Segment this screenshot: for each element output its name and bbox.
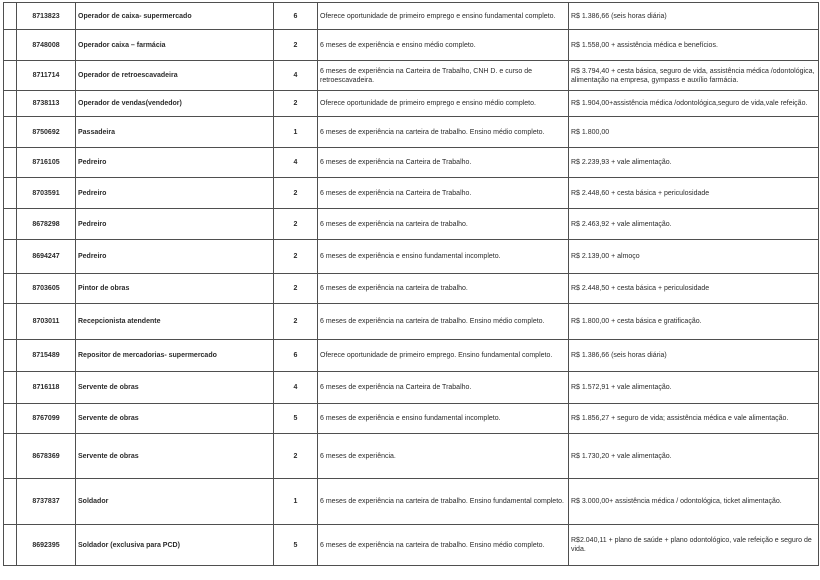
table-row bbox=[4, 148, 819, 178]
vacancy-count-cell: 5 bbox=[274, 525, 318, 566]
left-margin-cell bbox=[4, 3, 17, 30]
occupation-cell: Pedreiro bbox=[76, 240, 274, 274]
table-row bbox=[4, 372, 819, 404]
left-margin-cell bbox=[4, 525, 17, 566]
vacancy-id-cell: 8694247 bbox=[17, 240, 76, 274]
salary-cell: R$ 2.463,92 + vale alimentação. bbox=[569, 209, 819, 240]
salary-cell: R$ 2.448,50 + cesta básica + periculosidade bbox=[569, 274, 819, 304]
vacancy-id-cell: 8703011 bbox=[17, 304, 76, 340]
table-row bbox=[4, 274, 819, 304]
occupation-cell: Servente de obras bbox=[76, 404, 274, 434]
vacancy-count-cell: 4 bbox=[274, 61, 318, 91]
left-margin-cell bbox=[4, 372, 17, 404]
table-row bbox=[4, 304, 819, 340]
vacancy-id-cell: 8713823 bbox=[17, 3, 76, 30]
vacancy-count-cell: 4 bbox=[274, 372, 318, 404]
requirements-cell: 6 meses de experiência na carteira de trabalho. Ensino médio completo. bbox=[318, 304, 569, 340]
occupation-cell: Operador de caixa- supermercado bbox=[76, 3, 274, 30]
requirements-cell: 6 meses de experiência e ensino fundamental incompleto. bbox=[318, 240, 569, 274]
left-margin-cell bbox=[4, 404, 17, 434]
vacancy-count-cell: 2 bbox=[274, 274, 318, 304]
vacancy-count-cell: 2 bbox=[274, 91, 318, 117]
salary-cell: R$ 1.904,00+assistência médica /odontológica,seguro de vida,vale refeição. bbox=[569, 91, 819, 117]
table-row bbox=[4, 240, 819, 274]
vacancy-id-cell: 8737837 bbox=[17, 479, 76, 525]
left-margin-cell bbox=[4, 30, 17, 61]
left-margin-cell bbox=[4, 240, 17, 274]
salary-cell: R$ 1.800,00 + cesta básica e gratificação. bbox=[569, 304, 819, 340]
salary-cell: R$2.040,11 + plano de saúde + plano odontológico, vale refeição e seguro de vida. bbox=[569, 525, 819, 566]
table-row bbox=[4, 525, 819, 566]
vacancy-count-cell: 6 bbox=[274, 340, 318, 372]
requirements-cell: 6 meses de experiência e ensino médio completo. bbox=[318, 30, 569, 61]
requirements-cell: Oferece oportunidade de primeiro emprego. Ensino fundamental completo. bbox=[318, 340, 569, 372]
requirements-cell: 6 meses de experiência na carteira de trabalho. bbox=[318, 274, 569, 304]
occupation-cell: Operador de vendas(vendedor) bbox=[76, 91, 274, 117]
requirements-cell: 6 meses de experiência. bbox=[318, 434, 569, 479]
occupation-cell: Pedreiro bbox=[76, 148, 274, 178]
vacancy-count-cell: 2 bbox=[274, 240, 318, 274]
occupation-cell: Servente de obras bbox=[76, 372, 274, 404]
left-margin-cell bbox=[4, 434, 17, 479]
salary-cell: R$ 2.448,60 + cesta básica + periculosidade bbox=[569, 178, 819, 209]
vacancy-id-cell: 8748008 bbox=[17, 30, 76, 61]
salary-cell: R$ 1.572,91 + vale alimentação. bbox=[569, 372, 819, 404]
salary-cell: R$ 1.800,00 bbox=[569, 117, 819, 148]
occupation-cell: Soldador bbox=[76, 479, 274, 525]
occupation-cell: Repositor de mercadorias- supermercado bbox=[76, 340, 274, 372]
left-margin-cell bbox=[4, 209, 17, 240]
vacancy-count-cell: 5 bbox=[274, 404, 318, 434]
vacancy-id-cell: 8767099 bbox=[17, 404, 76, 434]
requirements-cell: 6 meses de experiência na Carteira de Trabalho. bbox=[318, 178, 569, 209]
occupation-cell: Recepcionista atendente bbox=[76, 304, 274, 340]
left-margin-cell bbox=[4, 148, 17, 178]
salary-cell: R$ 1.558,00 + assistência médica e benefícios. bbox=[569, 30, 819, 61]
vacancy-id-cell: 8678369 bbox=[17, 434, 76, 479]
table-row bbox=[4, 91, 819, 117]
salary-cell: R$ 1.730,20 + vale alimentação. bbox=[569, 434, 819, 479]
vacancy-count-cell: 1 bbox=[274, 117, 318, 148]
vacancy-id-cell: 8750692 bbox=[17, 117, 76, 148]
occupation-cell: Pedreiro bbox=[76, 209, 274, 240]
vacancy-id-cell: 8716118 bbox=[17, 372, 76, 404]
requirements-cell: Oferece oportunidade de primeiro emprego e ensino médio completo. bbox=[318, 91, 569, 117]
table-row bbox=[4, 30, 819, 61]
left-margin-cell bbox=[4, 304, 17, 340]
vacancy-id-cell: 8678298 bbox=[17, 209, 76, 240]
salary-cell: R$ 1.386,66 (seis horas diária) bbox=[569, 3, 819, 30]
occupation-cell: Servente de obras bbox=[76, 434, 274, 479]
requirements-cell: Oferece oportunidade de primeiro emprego e ensino fundamental completo. bbox=[318, 3, 569, 30]
vacancy-count-cell: 2 bbox=[274, 434, 318, 479]
vacancy-id-cell: 8692395 bbox=[17, 525, 76, 566]
vacancy-count-cell: 2 bbox=[274, 30, 318, 61]
vacancy-count-cell: 2 bbox=[274, 178, 318, 209]
left-margin-cell bbox=[4, 178, 17, 209]
occupation-cell: Operador caixa – farmácia bbox=[76, 30, 274, 61]
salary-cell: R$ 1.386,66 (seis horas diária) bbox=[569, 340, 819, 372]
requirements-cell: 6 meses de experiência na Carteira de Trabalho. bbox=[318, 148, 569, 178]
left-margin-cell bbox=[4, 61, 17, 91]
table-row bbox=[4, 434, 819, 479]
requirements-cell: 6 meses de experiência na Carteira de Trabalho, CNH D. e curso de retroescavadeira. bbox=[318, 61, 569, 91]
left-margin-cell bbox=[4, 91, 17, 117]
requirements-cell: 6 meses de experiência na Carteira de Trabalho. bbox=[318, 372, 569, 404]
table-row bbox=[4, 61, 819, 91]
table-row bbox=[4, 209, 819, 240]
requirements-cell: 6 meses de experiência na carteira de trabalho. bbox=[318, 209, 569, 240]
salary-cell: R$ 3.794,40 + cesta básica, seguro de vida, assistência médica /odontológica, alimentação na empresa, gympass e auxílio farmácia. bbox=[569, 61, 819, 91]
occupation-cell: Operador de retroescavadeira bbox=[76, 61, 274, 91]
requirements-cell: 6 meses de experiência na carteira de trabalho. Ensino fundamental completo. bbox=[318, 479, 569, 525]
salary-cell: R$ 1.856,27 + seguro de vida; assistência médica e vale alimentação. bbox=[569, 404, 819, 434]
table-row bbox=[4, 340, 819, 372]
occupation-cell: Pintor de obras bbox=[76, 274, 274, 304]
vacancy-count-cell: 6 bbox=[274, 3, 318, 30]
occupation-cell: Passadeira bbox=[76, 117, 274, 148]
table-row bbox=[4, 404, 819, 434]
vacancy-id-cell: 8703591 bbox=[17, 178, 76, 209]
vacancy-id-cell: 8711714 bbox=[17, 61, 76, 91]
vacancy-count-cell: 2 bbox=[274, 304, 318, 340]
requirements-cell: 6 meses de experiência na carteira de trabalho. Ensino médio completo. bbox=[318, 117, 569, 148]
vacancy-id-cell: 8738113 bbox=[17, 91, 76, 117]
occupation-cell: Pedreiro bbox=[76, 178, 274, 209]
vacancy-count-cell: 2 bbox=[274, 209, 318, 240]
requirements-cell: 6 meses de experiência na carteira de trabalho. Ensino médio completo. bbox=[318, 525, 569, 566]
table-row bbox=[4, 117, 819, 148]
salary-cell: R$ 2.239,93 + vale alimentação. bbox=[569, 148, 819, 178]
table-row bbox=[4, 178, 819, 209]
left-margin-cell bbox=[4, 274, 17, 304]
vacancy-id-cell: 8715489 bbox=[17, 340, 76, 372]
left-margin-cell bbox=[4, 340, 17, 372]
vacancy-id-cell: 8703605 bbox=[17, 274, 76, 304]
table-row bbox=[4, 3, 819, 30]
requirements-cell: 6 meses de experiência e ensino fundamental incompleto. bbox=[318, 404, 569, 434]
table-row bbox=[4, 479, 819, 525]
left-margin-cell bbox=[4, 117, 17, 148]
salary-cell: R$ 2.139,00 + almoço bbox=[569, 240, 819, 274]
vacancy-table bbox=[3, 2, 819, 566]
occupation-cell: Soldador (exclusiva para PCD) bbox=[76, 525, 274, 566]
vacancy-count-cell: 4 bbox=[274, 148, 318, 178]
salary-cell: R$ 3.000,00+ assistência médica / odontológica, ticket alimentação. bbox=[569, 479, 819, 525]
vacancy-count-cell: 1 bbox=[274, 479, 318, 525]
vacancy-id-cell: 8716105 bbox=[17, 148, 76, 178]
left-margin-cell bbox=[4, 479, 17, 525]
